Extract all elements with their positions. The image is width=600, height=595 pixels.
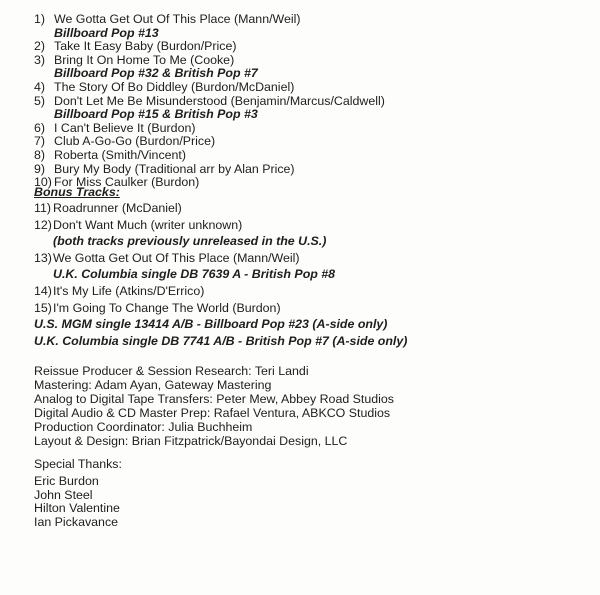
- track-row: [34, 163, 385, 177]
- special-thanks-list: [34, 475, 120, 529]
- track-row: [34, 250, 407, 267]
- track-row: [34, 81, 385, 95]
- track-title: We Gotta Get Out Of This Place (Mann/Weil): [53, 250, 300, 265]
- track-title: I'm Going To Change The World (Burdon): [53, 300, 281, 315]
- track-number: 9): [34, 161, 46, 176]
- chart-note: Billboard Pop #32 & British Pop #7: [54, 66, 258, 81]
- credit-line: Production Coordinator: Julia Buchheim: [34, 420, 253, 434]
- track-row: [34, 95, 385, 109]
- thanks-name: Ian Pickavance: [34, 514, 119, 529]
- track-title: Don't Let Me Be Misunderstood (Benjamin/Marcus/Caldwell): [54, 93, 385, 108]
- track-number: 12): [34, 217, 52, 232]
- release-note: (both tracks previously unreleased in the U.S.): [53, 234, 327, 249]
- track-number: 14): [34, 283, 52, 298]
- track-row: [34, 13, 385, 27]
- track-number: 15): [34, 300, 52, 315]
- track-row: [34, 200, 407, 217]
- track-row: [34, 217, 407, 234]
- credit-line: Digital Audio & CD Master Prep: Rafael Ventura, ABKCO Studios: [34, 406, 391, 420]
- bonus-tracks: [34, 184, 407, 349]
- track-number: 13): [34, 250, 52, 265]
- bonus-heading: Bonus Tracks:: [34, 185, 120, 199]
- track-title: Roadrunner (McDaniel): [53, 201, 182, 215]
- track-title: For Miss Caulker (Burdon): [54, 175, 200, 190]
- track-row: [34, 122, 385, 136]
- track-title: Roberta (Smith/Vincent): [54, 147, 186, 162]
- track-number: 6): [34, 120, 46, 135]
- release-note: U.S. MGM single 13414 A/B - Billboard Pop #23 (A-side only): [34, 317, 388, 332]
- track-row: [34, 135, 385, 149]
- release-note: U.K. Columbia single DB 7639 A - British Pop #8: [53, 267, 336, 282]
- track-title: Bury My Body (Traditional arr by Alan Price): [54, 161, 295, 176]
- credit-line: Mastering: Adam Ayan, Gateway Mastering: [34, 378, 272, 392]
- track-list: [34, 13, 385, 190]
- chart-note: Billboard Pop #13: [54, 25, 159, 40]
- credit-line: Reissue Producer & Session Research: Teri Landi: [34, 364, 309, 378]
- track-title: The Story Of Bo Diddley (Burdon/McDaniel): [54, 79, 295, 94]
- track-row: [34, 283, 407, 300]
- track-number: 11): [34, 201, 51, 215]
- chart-note: Billboard Pop #15 & British Pop #3: [54, 107, 258, 122]
- credit-line: Analog to Digital Tape Transfers: Peter Mew, Abbey Road Studios: [34, 392, 394, 406]
- track-title: Bring It On Home To Me (Cooke): [54, 52, 235, 67]
- track-title: Take It Easy Baby (Burdon/Price): [54, 39, 237, 54]
- track-number: 2): [34, 39, 46, 54]
- track-title: Club A-Go-Go (Burdon/Price): [54, 134, 216, 149]
- thanks-name: John Steel: [34, 487, 93, 502]
- thanks-name: Eric Burdon: [34, 474, 99, 488]
- track-row: [34, 149, 385, 163]
- track-title: It's My Life (Atkins/D'Errico): [53, 283, 205, 298]
- track-number: 7): [34, 134, 46, 149]
- track-title: Don't Want Much (writer unknown): [53, 217, 243, 232]
- track-row: [34, 300, 407, 317]
- track-number: 10): [34, 175, 52, 190]
- track-title: I Can't Believe It (Burdon): [54, 120, 196, 135]
- production-credits: [34, 364, 394, 448]
- release-note: U.K. Columbia single DB 7741 A/B - British Pop #7 (A-side only): [34, 333, 408, 348]
- track-number: 1): [34, 12, 46, 26]
- track-number: 5): [34, 93, 46, 108]
- thanks-name: Hilton Valentine: [34, 501, 120, 515]
- credit-line: Layout & Design: Brian Fitzpatrick/Bayondai Design, LLC: [34, 434, 348, 448]
- track-number: 8): [34, 147, 46, 162]
- track-number: 4): [34, 79, 46, 94]
- track-number: 3): [34, 52, 46, 67]
- track-row: [34, 40, 385, 54]
- track-row: [34, 54, 385, 68]
- track-title: We Gotta Get Out Of This Place (Mann/Weil): [54, 12, 301, 26]
- special-thanks-heading: Special Thanks:: [34, 457, 122, 471]
